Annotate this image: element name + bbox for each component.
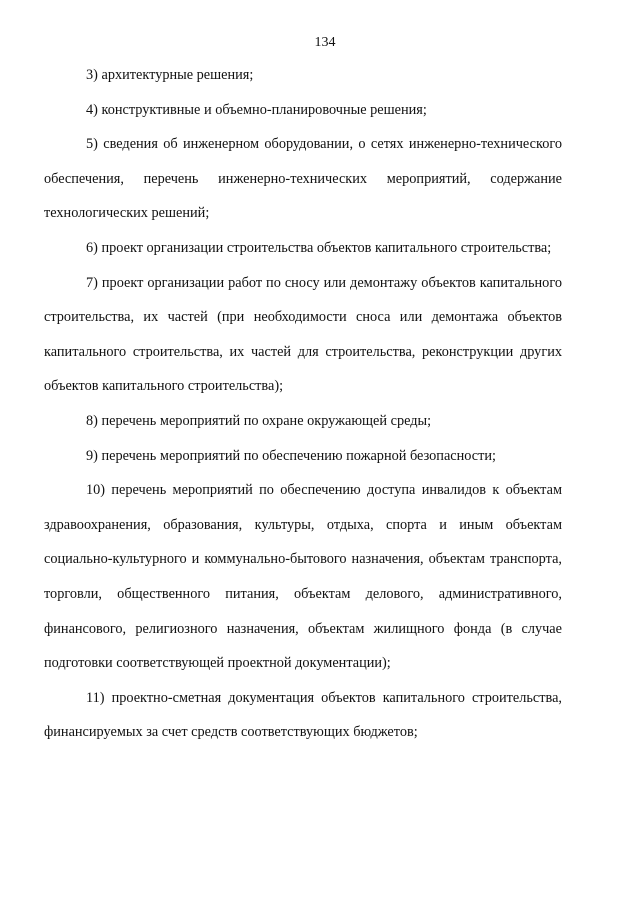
list-item-10: 10) перечень мероприятий по обеспечению доступа инвалидов к объектам здравоохранения, образования, культуры, отдыха, спорта и иным объектам социально-культурного и коммунально-бытового назначения, объектам транспорта, торговли, общественного питания, объектам делового, административного, финансового, религиозного назначения, объектам жилищного фонда (в случае подготовки соответствующей проектной документации);: [44, 482, 562, 672]
list-item-3: 3) архитектурные решения;: [86, 67, 254, 83]
list-item-9: 9) перечень мероприятий по обеспечению пожарной безопасности;: [86, 447, 497, 464]
list-item-8: 8) перечень мероприятий по охране окружающей среды;: [86, 412, 432, 429]
list-item-6: 6) проект организации строительства объектов капитального строительства;: [86, 239, 552, 256]
list-item-11: 11) проектно-сметная документация объектов капитального строительства, финансируемых за счет средств соответствующих бюджетов;: [44, 689, 562, 741]
page-number: 134: [314, 35, 336, 50]
list-item-5: 5) сведения об инженерном оборудовании, о сетях инженерно-технического обеспечения, перечень инженерно-технических мероприятий, содержание технологических решений;: [44, 136, 562, 222]
list-item-7: 7) проект организации работ по сносу или демонтажу объектов капитального строительства, их частей (при необходимости сноса или демонтажа объектов капитального строительства, их частей для строительства, реконструкции других объектов капитального строительства);: [44, 274, 562, 395]
list-item-4: 4) конструктивные и объемно-планировочные решения;: [86, 101, 427, 118]
document-body: [44, 58, 562, 750]
